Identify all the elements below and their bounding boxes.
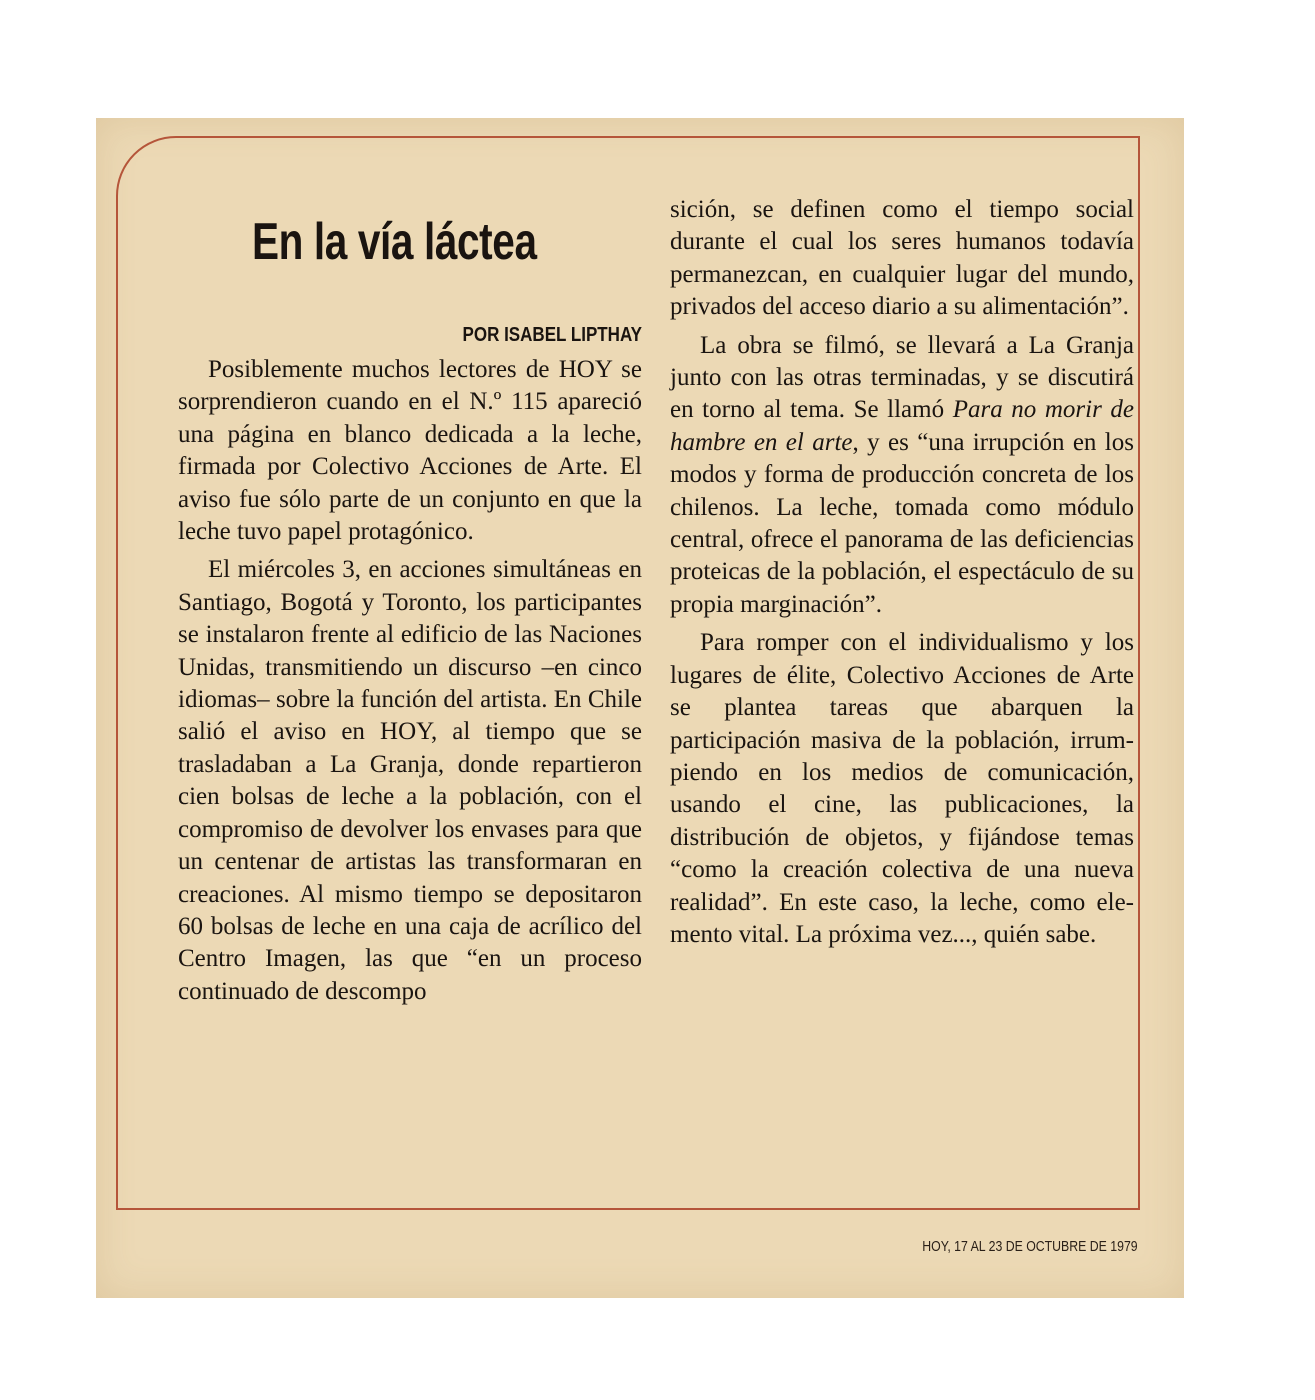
paragraph-text: La obra se filmó, se llevará a La Granja junto con las otras terminadas, y se discutirá en torno al tema. Se llamó: [670, 331, 1134, 424]
publication-source-line: HOY, 17 AL 23 DE OCTUBRE DE 1979: [922, 1238, 1138, 1255]
article-title: En la vía láctea: [252, 213, 537, 271]
article-frame: [116, 136, 1140, 1210]
paragraph-text: , y es “una irrupción en los modos y forma de producción concreta de los chilenos. La leche, tomada como módulo central, ofrece el panorama de las deficiencias proteicas de la población, el espectáculo de su propia marginación”.: [670, 428, 1134, 618]
work-title: Para no morir de hambre en el arte: [670, 396, 1134, 456]
article-paragraph: [670, 330, 1134, 622]
article-byline: POR ISABEL LIPTHAY: [462, 324, 642, 346]
article-column-left: [178, 354, 642, 1014]
article-paragraph: sición, se definen como el tiempo social durante el cual los seres humanos todavía permanezcan, en cualquier lugar del mundo, privados del acceso diario a su alimentación”.: [670, 196, 1134, 321]
newspaper-clipping: [96, 118, 1184, 1298]
article-paragraph: El miércoles 3, en acciones simultáneas en Santiago, Bogotá y Toronto, los participantes se instalaron frente al edificio de las Naciones Unidas, transmitiendo un discurso –en cinco idiomas– sobre la función del artista. En Chile salió el aviso en HOY, al tiempo que se trasladaban a La Granja, donde repartieron cien bolsas de leche a la población, con el compromiso de devolver los envases para que un centenar de artistas las transformaran en creaciones. Al mismo tiempo se depositaron 60 bolsas de leche en una caja de acrílico del Centro Imagen, las que “en un proceso continuado de descompo: [178, 556, 642, 1005]
article-paragraph: Posiblemente muchos lectores de HOY se sorprendieron cuando en el N.º 115 apareció una página en blanco dedicada a la leche, firmada por Colectivo Acciones de Arte. El aviso fue sólo parte de un conjunto en que la leche tuvo papel protagónico.: [178, 356, 642, 546]
article-column-right: [670, 194, 1134, 957]
article-paragraph: Para romper con el individualismo y los lugares de élite, Colectivo Acciones de Arte se plantea tareas que abarquen la participación masiva de la población, irrumpiendo en los medios de comunicación, usando el cine, las publicaciones, la distribución de objetos, y fijándose temas “como la creación colectiva de una nueva realidad”. En este caso, la leche, como elemento vital. La próxima vez..., quién sabe.: [670, 629, 1134, 948]
